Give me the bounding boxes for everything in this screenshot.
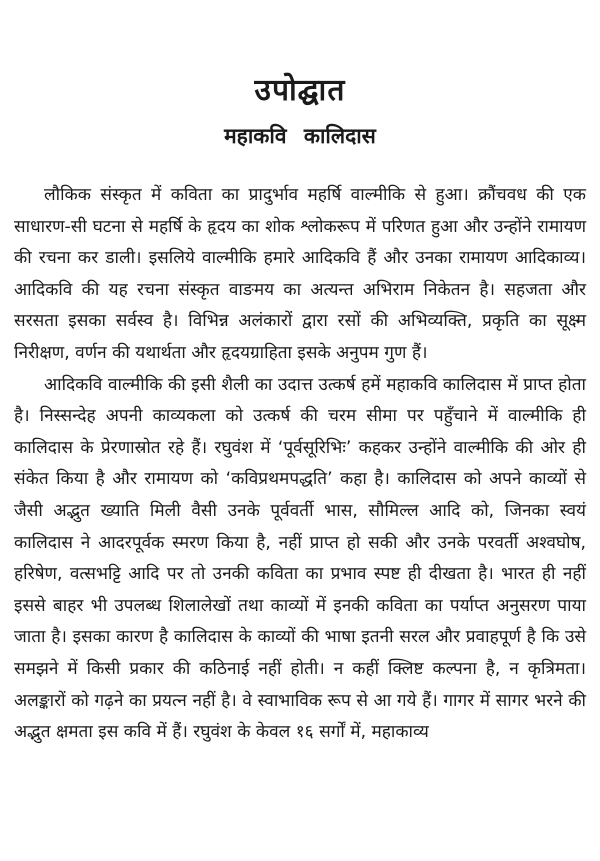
page-title: उपोद्घात	[254, 73, 346, 108]
section-subtitle: महाकवि कालिदास	[224, 124, 376, 148]
paragraph-1: लौकिक संस्कृत में कविता का प्रादुर्भाव महर्षि वाल्मीकि से हुआ। क्रौंचवध की एक साधारण-सी घटना से महर्षि के हृदय का शोक श्लोकरूप में परिणत हुआ और उन्होंने रामायण की रचना कर डाली। इसलिये वाल्मीकि हमारे आदिकवि हैं और उनका रामायण आदिकाव्य। आदिकवि की यह रचना संस्कृत वाङमय का अत्यन्त अभिराम निकेतन है। सहजता और सरसता इसका सर्वस्व है। विभिन्न अलंकारों द्वारा रसों की अभिव्यक्ति, प्रकृति का सूक्ष्म निरीक्षण, वर्णन की यथार्थता और हृदयग्राहिता इसके अनुपम गुण हैं।	[14, 185, 586, 363]
paragraph-2: आदिकवि वाल्मीकि की इसी शैली का उदात्त उत्कर्ष हमें महाकवि कालिदास में प्राप्त होता है। निस्सन्देह अपनी काव्यकला को उत्कर्ष की चरम सीमा पर पहुँचाने में वाल्मीकि ही कालिदास के प्रेरणास्रोत रहे हैं। रघुवंश में ‘पूर्वसूरिभिः’ कहकर उन्होंने वाल्मीकि की ओर ही संकेत किया है और रामायण को ‘कविप्रथमपद्धति’ कहा है। कालिदास को अपने काव्यों से जैसी अद्भुत ख्याति मिली वैसी उनके पूर्ववर्ती भास, सौमिल्ल आदि को, जिनका स्वयं कालिदास ने आदरपूर्वक स्मरण किया है, नहीं प्राप्त हो सकी और उनके परवर्ती अश्वघोष, हरिषेण, वत्सभट्टि आदि पर तो उनकी कविता का प्रभाव स्पष्ट ही दीखता है। भारत ही नहीं इससे बाहर भी उपलब्ध शिलालेखों तथा काव्यों में इनकी कविता का पर्याप्त अनुसरण पाया जाता है। इसका कारण है कालिदास के काव्यों की भाषा इतनी सरल और प्रवाहपूर्ण है कि उसे समझने में किसी प्रकार की कठिनाई नहीं होती। न कहीं क्लिष्ट कल्पना है, न कृत्रिमता। अलङ्कारों को गढ़ने का प्रयत्न नहीं है। वे स्वाभाविक रूप से आ गये हैं। गागर में सागर भरने की अद्भुत क्षमता इस कवि में हैं। रघुवंश के केवल १६ सर्गों में, महाकाव्य	[14, 374, 587, 743]
